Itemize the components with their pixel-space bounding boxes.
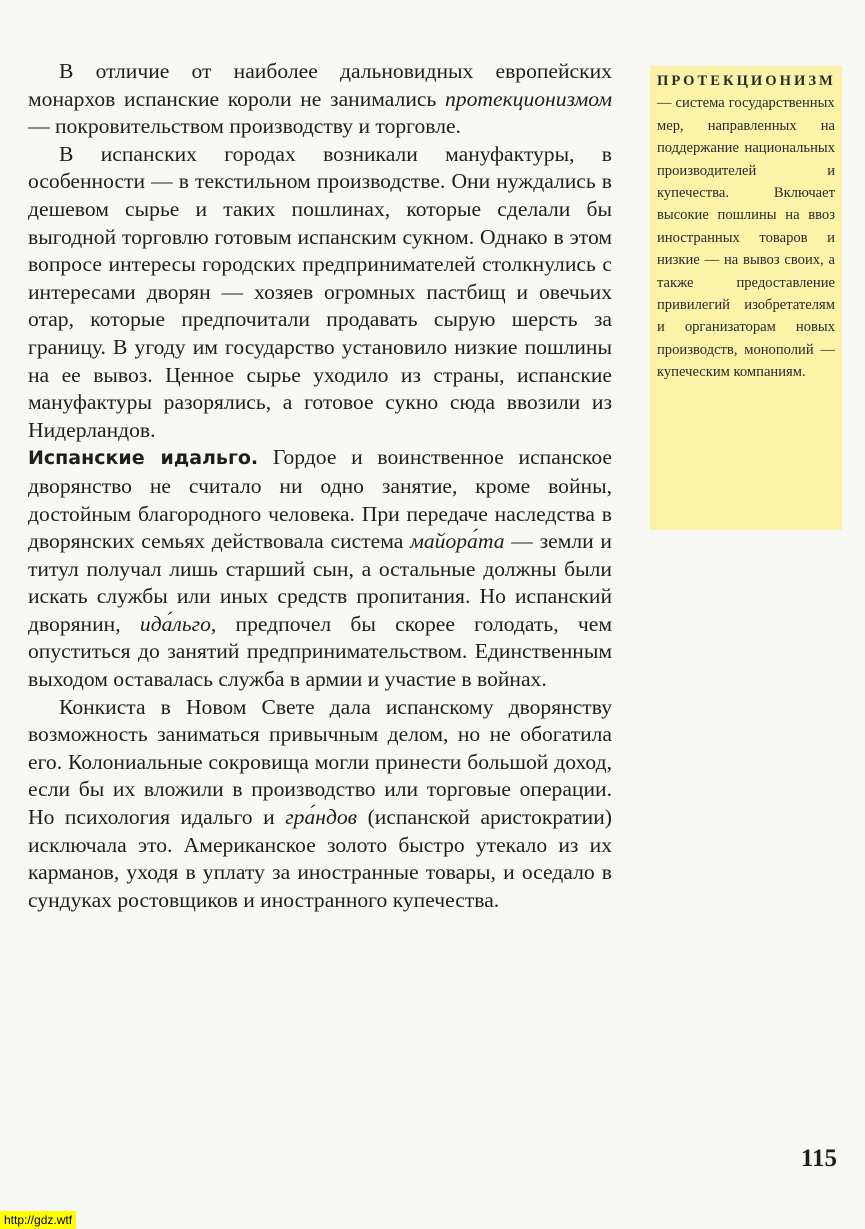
page-number: 115 xyxy=(800,1145,837,1172)
term-majorat: майора́та xyxy=(410,529,505,554)
paragraph-manufactures: В испанских городах возникали мануфактуры, в особенности — в текстильном производстве. Они нуждались в дешевом сырье и таких пошлинах, которые сделали бы выгодной торговлю готовым испанским сукном. Однако в этом вопросе интересы городских предпринимателей столкнулись с интересами дворян — хозяев огромных пастбищ и овечьих отар, которые предпочитали продавать сырую шерсть за границу. В угоду им государство установило низкие пошлины на ее вывоз. Ценное сырье уходило из страны, испанские мануфактуры разорялись, а готовое сукно сюда ввозили из Нидерландов. xyxy=(28,141,612,442)
term-protectionism: протекционизмом xyxy=(445,86,612,111)
glossary-definition xyxy=(657,70,835,384)
glossary-definition-text: — система государственных мер, направленных на поддержание национальных производителей и купечества. Включает высокие пошлины на ввоз иностранных товаров и низкие — на вывоз своих, а также предоставление привилегий изобретателям и организаторам новых производств, монополий — купеческим компаниям. xyxy=(657,95,835,381)
paragraph-text: Гордое и воинственное испанское дворянство не считало ни одно занятие, кроме войны, достойным благородного человека. При передаче наследства в дворянских семьях действовала система xyxy=(28,445,612,554)
term-grandees: гра́ндов xyxy=(285,805,358,830)
term-hidalgo: ида́льго xyxy=(139,611,211,636)
watermark-link[interactable]: http://gdz.wtf xyxy=(0,1211,76,1229)
paragraph-protectionism xyxy=(28,58,612,141)
paragraph-text: (испанской аристократии) исключала это. Американское золото быстро утекало из их карманов, уходя в уплату за иностранные товары, и оседало в сундуках ростовщиков и иностранного купечества. xyxy=(28,805,612,912)
paragraph-text: — земли и титул получал лишь старший сын, а остальные должны были искать службы или иных средств пропитания. Но испанский дворянин, xyxy=(28,529,612,636)
paragraph-hidalgo xyxy=(28,444,612,693)
paragraph-text: , предпочел бы скорее голодать, чем опуститься до занятий предпринимательством. Единственным выходом оставалась служба в армии и участие в войнах. xyxy=(28,611,612,692)
section-heading-hidalgo: Испанские идальго. xyxy=(28,447,259,470)
glossary-term: ПРОТЕКЦИОНИЗМ xyxy=(657,73,836,89)
paragraph-text: В отличие от наиболее дальновидных европейских монархов испанские короли не занимались xyxy=(28,59,612,111)
main-text-column xyxy=(28,58,612,914)
paragraph-text: Конкиста в Новом Свете дала испанскому дворянству возможность заниматься привычным делом, но не обогатила его. Колониальные сокровища могли принести большой доход, если бы их вложили в производство или торговые операции. Но психология идальго и xyxy=(28,694,612,830)
paragraph-conquista xyxy=(28,694,612,915)
paragraph-text: — покровительством производству и торговле. xyxy=(28,114,461,139)
